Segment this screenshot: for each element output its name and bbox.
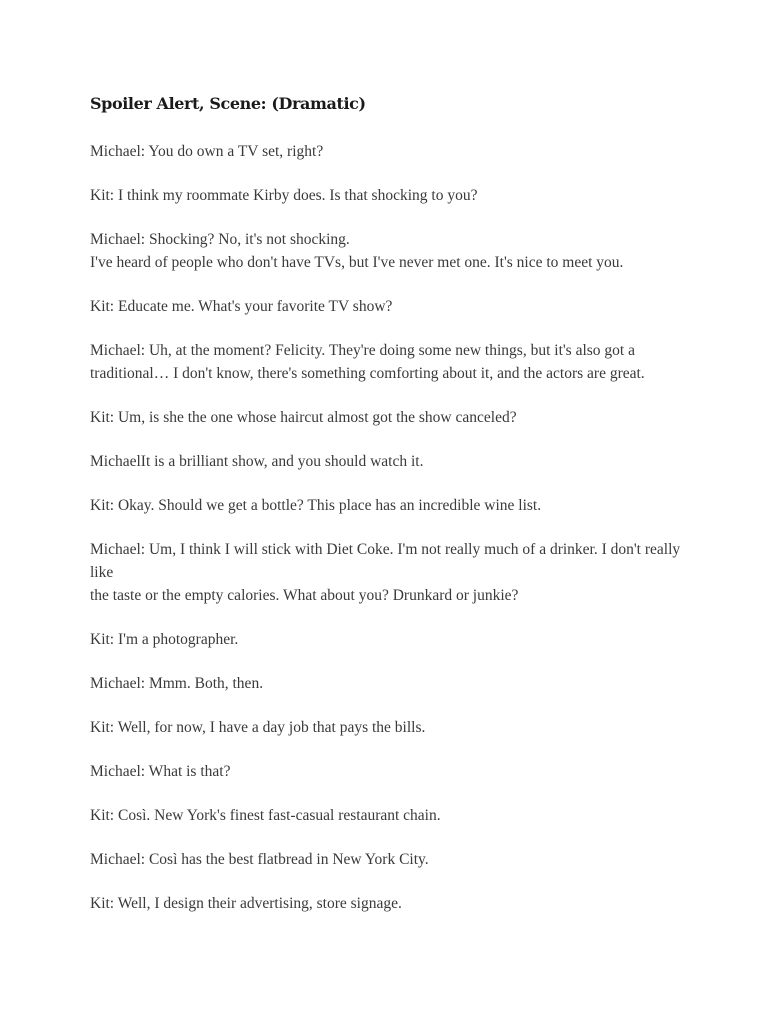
- dialogue-line: Michael: Così has the best flatbread in New York City.: [90, 851, 429, 868]
- dialogue-paragraph: [90, 848, 690, 871]
- dialogue-paragraph: [90, 538, 690, 607]
- dialogue-line: I've heard of people who don't have TVs, but I've never met one. It's nice to meet you.: [90, 254, 624, 271]
- dialogue-line: the taste or the empty calories. What about you? Drunkard or junkie?: [90, 587, 519, 604]
- dialogue-line: Kit: Um, is she the one whose haircut almost got the show canceled?: [90, 409, 517, 426]
- dialogue-paragraph: [90, 672, 690, 695]
- dialogue-line: Michael: Um, I think I will stick with Diet Coke. I'm not really much of a drinker. I don't really like: [90, 541, 681, 581]
- dialogue-paragraph: [90, 716, 690, 739]
- dialogue-line: Kit: I think my roommate Kirby does. Is that shocking to you?: [90, 187, 478, 204]
- dialogue-paragraph: [90, 140, 690, 163]
- dialogue-line: Kit: Così. New York's finest fast-casual restaurant chain.: [90, 807, 441, 824]
- dialogue-line: Michael: Mmm. Both, then.: [90, 675, 264, 692]
- dialogue-line: Michael: Shocking? No, it's not shocking.: [90, 231, 350, 248]
- dialogue-paragraph: [90, 892, 690, 915]
- dialogue-paragraph: [90, 628, 690, 651]
- dialogue-paragraph: [90, 494, 690, 517]
- dialogue-paragraph: [90, 804, 690, 827]
- dialogue-paragraph: [90, 295, 690, 318]
- dialogue-line: traditional… I don't know, there's something comforting about it, and the actors are great.: [90, 365, 645, 382]
- dialogue-paragraph: [90, 184, 690, 207]
- page-title: Spoiler Alert, Scene: (Dramatic): [90, 94, 366, 113]
- dialogue-line: Kit: Educate me. What's your favorite TV show?: [90, 298, 393, 315]
- dialogue-paragraph: [90, 228, 690, 274]
- dialogue-line: MichaelIt is a brilliant show, and you should watch it.: [90, 453, 424, 470]
- dialogue-line: Kit: Okay. Should we get a bottle? This place has an incredible wine list.: [90, 497, 542, 514]
- dialogue-paragraph: [90, 760, 690, 783]
- dialogue-line: Kit: I'm a photographer.: [90, 631, 239, 648]
- dialogue-line: Michael: What is that?: [90, 763, 231, 780]
- dialogue-paragraph: [90, 339, 690, 385]
- dialogue-line: Michael: You do own a TV set, right?: [90, 143, 324, 160]
- dialogue-paragraph: [90, 450, 690, 473]
- dialogue-line: Michael: Uh, at the moment? Felicity. They're doing some new things, but it's also got a: [90, 342, 635, 359]
- dialogue-line: Kit: Well, for now, I have a day job that pays the bills.: [90, 719, 426, 736]
- dialogue-paragraph: [90, 406, 690, 429]
- dialogue-line: Kit: Well, I design their advertising, store signage.: [90, 895, 402, 912]
- document-page: [90, 90, 690, 936]
